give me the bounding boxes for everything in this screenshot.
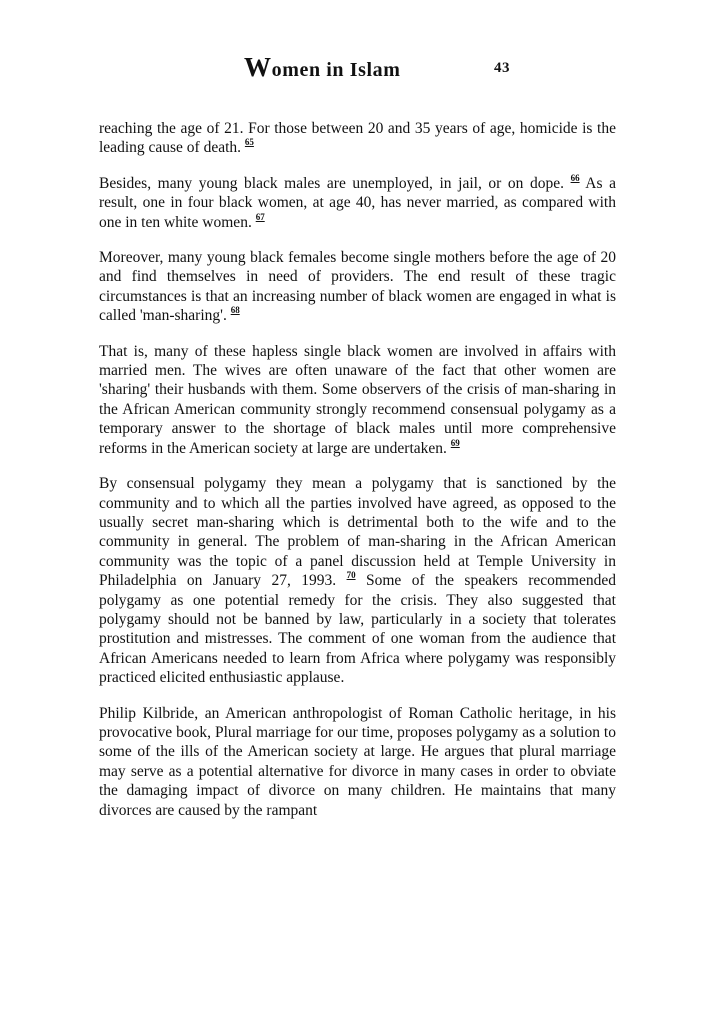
paragraph (99, 342, 616, 458)
paragraph (99, 119, 616, 158)
paragraph-text: Some of the speakers recommended polygamy as one potential remedy for the crisis. They also suggested that polygamy should not be banned by law, particularly in a society that tolerates prostitution and mistresses. The comment of one woman from the audience that African Americans needed to learn from Africa where polygamy was responsibly practiced elicited enthusiastic applause. (99, 572, 616, 687)
paragraph-text: Philip Kilbride, an American anthropologist of Roman Catholic heritage, in his provocative book, Plural marriage for our time, proposes polygamy as a solution to some of the ills of the American society at large. He argues that plural marriage may serve as a potential alternative for divorce in many cases in order to obviate the damaging impact of divorce on many children. He maintains that many divorces are caused by the rampant (99, 704, 616, 819)
paragraph-text: As a result, one in four black women, at age 40, has never married, as compared with one in ten white women. (99, 174, 616, 231)
paragraph (99, 474, 616, 687)
footnote-ref[interactable]: 69 (450, 437, 460, 448)
running-title-initial: W (244, 52, 272, 82)
paragraph-text: reaching the age of 21. For those between 20 and 35 years of age, homicide is the leading cause of death. (99, 120, 616, 157)
page-header (0, 54, 728, 88)
running-title-rest: omen in Islam (271, 59, 401, 81)
paragraph (99, 704, 616, 820)
footnote-ref[interactable]: 68 (230, 305, 240, 316)
footnote-ref[interactable]: 65 (244, 137, 254, 148)
footnote-ref[interactable]: 70 (346, 570, 356, 581)
paragraph-text: Moreover, many young black females become single mothers before the age of 20 and find themselves in need of providers. The end result of these tragic circumstances is that an increasing number of black women are engaged in what is called 'man-sharing'. (99, 249, 616, 325)
paragraph (99, 248, 616, 326)
paragraph-text: That is, many of these hapless single black women are involved in affairs with married men. The wives are often unaware of the fact that other women are 'sharing' their husbands with them. Some observers of the crisis of man-sharing in the African American community strongly recommend consensual polygamy as a temporary answer to the shortage of black males until more comprehensive reforms in the American society at large are undertaken. (99, 342, 616, 457)
paragraph (99, 174, 616, 232)
running-title (244, 54, 401, 82)
footnote-ref[interactable]: 67 (255, 211, 265, 222)
page-number: 43 (494, 60, 510, 76)
body-text (99, 119, 616, 836)
paragraph-text: By consensual polygamy they mean a polygamy that is sanctioned by the community and to which all the parties involved have agreed, as opposed to the usually secret man-sharing which is detrimental both to the wife and to the community in general. The problem of man-sharing in the African American community was the topic of a panel discussion held at Temple University in Philadelphia on January 27, 1993. (99, 475, 616, 590)
footnote-ref[interactable]: 66 (570, 172, 580, 183)
paragraph-text: Besides, many young black males are unemployed, in jail, or on dope. (99, 174, 571, 192)
